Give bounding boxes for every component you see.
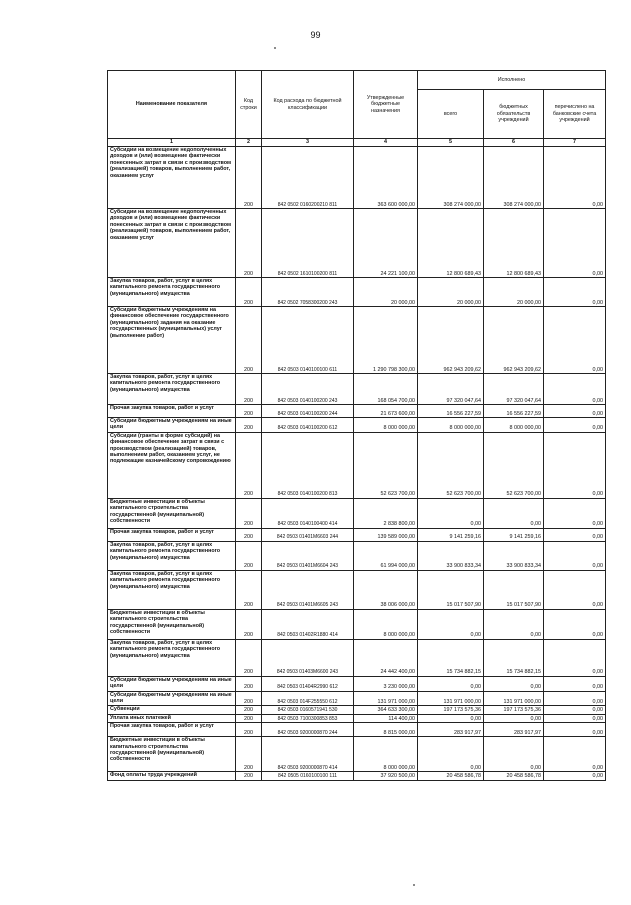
page-number: 99 — [310, 30, 321, 40]
row-executed-total: 9 141 259,16 — [418, 528, 484, 541]
table-row — [108, 405, 606, 418]
row-transferred-amount: 0,00 — [544, 676, 606, 691]
row-transferred-amount: 0,00 — [544, 609, 606, 639]
row-transferred-amount: 0,00 — [544, 772, 606, 780]
row-executed-obligations: 131 971 000,00 — [484, 691, 544, 706]
row-executed-obligations: 0,00 — [484, 737, 544, 772]
header-approved: Утвержденные бюджетные назначения — [354, 71, 418, 139]
row-line-code: 200 — [236, 374, 262, 405]
row-transferred-amount: 0,00 — [544, 374, 606, 405]
row-expense-code: 842 0503 01401M6603 244 — [262, 528, 354, 541]
header-transferred: перечислено на банковские счета учреждений — [544, 90, 606, 139]
row-transferred-amount: 0,00 — [544, 639, 606, 676]
row-name: Бюджетные инвестиции в объекты капитального строительства государственной (муниципальной) собственности — [108, 498, 236, 528]
row-name: Закупка товаров, работ, услуг в целях капитального ремонта государственного (муниципального) имущества — [108, 374, 236, 405]
row-executed-total: 33 900 833,34 — [418, 541, 484, 570]
row-name: Субвенции — [108, 706, 236, 714]
row-line-code: 200 — [236, 418, 262, 433]
row-transferred-amount: 0,00 — [544, 528, 606, 541]
row-name: Субсидии бюджетным учреждениям на иные цели — [108, 676, 236, 691]
row-expense-code: 842 0503 0140100200 243 — [262, 374, 354, 405]
row-approved-amount: 8 000 000,00 — [354, 609, 418, 639]
row-name: Субсидии бюджетным учреждениям на финансовое обеспечение государственного (муниципального) задания на оказание государственных (муниципальных) услуг (выполнение работ) — [108, 307, 236, 374]
table-row — [108, 609, 606, 639]
row-approved-amount: 3 230 000,00 — [354, 676, 418, 691]
row-approved-amount: 2 838 800,00 — [354, 498, 418, 528]
row-line-code: 200 — [236, 209, 262, 278]
row-transferred-amount: 0,00 — [544, 278, 606, 307]
table-row — [108, 691, 606, 706]
row-executed-total: 0,00 — [418, 737, 484, 772]
row-expense-code: 842 0502 7058300200 243 — [262, 278, 354, 307]
row-name: Субсидии (гранты в форме субсидий) на финансовое обеспечение затрат в связи с производством (реализацией) товаров, выполнением работ, оказанием услуг, не подлежащие казначейскому сопровождению — [108, 432, 236, 498]
row-expense-code: 842 0503 7100300853 853 — [262, 714, 354, 722]
row-expense-code: 842 0503 01402R1880 414 — [262, 609, 354, 639]
row-approved-amount: 1 290 798 300,00 — [354, 307, 418, 374]
row-expense-code: 842 0503 0140100200 612 — [262, 418, 354, 433]
row-approved-amount: 38 006 000,00 — [354, 570, 418, 609]
row-executed-obligations: 308 274 000,00 — [484, 147, 544, 209]
row-line-code: 200 — [236, 498, 262, 528]
row-approved-amount: 363 600 000,00 — [354, 147, 418, 209]
row-approved-amount: 52 623 700,00 — [354, 432, 418, 498]
column-number-row — [108, 139, 606, 147]
row-executed-total: 97 320 047,64 — [418, 374, 484, 405]
row-executed-total: 15 017 507,90 — [418, 570, 484, 609]
column-number: 1 — [108, 139, 236, 147]
row-transferred-amount: 0,00 — [544, 498, 606, 528]
table-row — [108, 278, 606, 307]
row-line-code: 200 — [236, 528, 262, 541]
table-row — [108, 418, 606, 433]
row-executed-total: 962 943 209,62 — [418, 307, 484, 374]
table-row — [108, 432, 606, 498]
table-row — [108, 570, 606, 609]
row-expense-code: 842 0503 0140100200 813 — [262, 432, 354, 498]
row-executed-total: 20 000,00 — [418, 278, 484, 307]
row-expense-code: 842 0503 0160571941 530 — [262, 706, 354, 714]
column-number: 2 — [236, 139, 262, 147]
row-executed-obligations: 97 320 047,64 — [484, 374, 544, 405]
column-number: 5 — [418, 139, 484, 147]
row-approved-amount: 37 920 500,00 — [354, 772, 418, 780]
row-expense-code: 842 0503 0140100100 611 — [262, 307, 354, 374]
table-row — [108, 723, 606, 737]
row-line-code: 200 — [236, 570, 262, 609]
row-expense-code: 842 0503 9200000870 244 — [262, 723, 354, 737]
row-executed-total: 197 173 575,36 — [418, 706, 484, 714]
row-executed-total: 20 458 586,78 — [418, 772, 484, 780]
row-approved-amount: 168 054 700,00 — [354, 374, 418, 405]
row-executed-obligations: 0,00 — [484, 714, 544, 722]
row-name: Прочая закупка товаров, работ и услуг — [108, 405, 236, 418]
table-body — [108, 147, 606, 781]
row-line-code: 200 — [236, 307, 262, 374]
row-transferred-amount: 0,00 — [544, 418, 606, 433]
row-line-code: 200 — [236, 432, 262, 498]
table-row — [108, 541, 606, 570]
row-executed-obligations: 12 800 689,43 — [484, 209, 544, 278]
column-number: 3 — [262, 139, 354, 147]
row-transferred-amount: 0,00 — [544, 307, 606, 374]
row-executed-total: 52 623 700,00 — [418, 432, 484, 498]
row-transferred-amount: 0,00 — [544, 147, 606, 209]
row-transferred-amount: 0,00 — [544, 541, 606, 570]
row-line-code: 200 — [236, 405, 262, 418]
table-row — [108, 639, 606, 676]
row-transferred-amount: 0,00 — [544, 405, 606, 418]
row-executed-total: 308 274 000,00 — [418, 147, 484, 209]
row-executed-obligations: 16 556 227,59 — [484, 405, 544, 418]
row-approved-amount: 139 589 000,00 — [354, 528, 418, 541]
row-executed-total: 0,00 — [418, 609, 484, 639]
row-approved-amount: 8 000 000,00 — [354, 737, 418, 772]
row-executed-obligations: 0,00 — [484, 498, 544, 528]
row-name: Прочая закупка товаров, работ и услуг — [108, 723, 236, 737]
row-line-code: 200 — [236, 706, 262, 714]
row-executed-total: 0,00 — [418, 676, 484, 691]
row-line-code: 200 — [236, 639, 262, 676]
row-approved-amount: 20 000,00 — [354, 278, 418, 307]
row-name: Бюджетные инвестиции в объекты капитального строительства государственной (муниципальной) собственности — [108, 609, 236, 639]
row-name: Закупка товаров, работ, услуг в целях капитального ремонта государственного (муниципального) имущества — [108, 278, 236, 307]
table-row — [108, 498, 606, 528]
row-expense-code: 842 0503 01404R2990 612 — [262, 676, 354, 691]
row-line-code: 200 — [236, 723, 262, 737]
row-executed-obligations: 0,00 — [484, 609, 544, 639]
row-line-code: 200 — [236, 541, 262, 570]
row-executed-obligations: 9 141 259,16 — [484, 528, 544, 541]
row-expense-code: 842 0503 0140100400 414 — [262, 498, 354, 528]
row-approved-amount: 364 633 300,00 — [354, 706, 418, 714]
row-executed-total: 15 734 882,15 — [418, 639, 484, 676]
row-executed-obligations: 283 917,97 — [484, 723, 544, 737]
budget-execution-table — [107, 70, 606, 781]
row-executed-obligations: 8 000 000,00 — [484, 418, 544, 433]
row-transferred-amount: 0,00 — [544, 691, 606, 706]
row-expense-code: 842 0503 01401M6605 243 — [262, 570, 354, 609]
row-line-code: 200 — [236, 609, 262, 639]
row-executed-obligations: 33 900 833,34 — [484, 541, 544, 570]
row-name: Закупка товаров, работ, услуг в целях капитального ремонта государственного (муниципального) имущества — [108, 541, 236, 570]
table-row — [108, 737, 606, 772]
column-number: 7 — [544, 139, 606, 147]
row-name: Бюджетные инвестиции в объекты капитального строительства государственной (муниципальной) собственности — [108, 737, 236, 772]
row-executed-obligations: 197 173 575,36 — [484, 706, 544, 714]
row-transferred-amount: 0,00 — [544, 723, 606, 737]
table-row — [108, 147, 606, 209]
row-name: Закупка товаров, работ, услуг в целях капитального ремонта государственного (муниципального) имущества — [108, 639, 236, 676]
row-executed-obligations: 20 000,00 — [484, 278, 544, 307]
row-name: Субсидии на возмещение недополученных доходов и (или) возмещение фактически понесенных затрат в связи с производством (реализацией) товаров, выполнением работ, оказанием услуг — [108, 209, 236, 278]
row-approved-amount: 131 971 000,00 — [354, 691, 418, 706]
row-expense-code: 842 0502 0160200210 811 — [262, 147, 354, 209]
row-line-code: 200 — [236, 714, 262, 722]
row-line-code: 200 — [236, 772, 262, 780]
table-row — [108, 676, 606, 691]
row-approved-amount: 61 994 000,00 — [354, 541, 418, 570]
row-executed-total: 0,00 — [418, 498, 484, 528]
header-budget-obligations: бюджетных обязательств учреждений — [484, 90, 544, 139]
header-total: всего — [418, 90, 484, 139]
row-executed-total: 0,00 — [418, 714, 484, 722]
row-name: Уплата иных платежей — [108, 714, 236, 722]
row-expense-code: 842 0503 01403M6600 243 — [262, 639, 354, 676]
row-executed-total: 12 800 689,43 — [418, 209, 484, 278]
row-name: Прочая закупка товаров, работ и услуг — [108, 528, 236, 541]
row-transferred-amount: 0,00 — [544, 706, 606, 714]
row-line-code: 200 — [236, 676, 262, 691]
table-row — [108, 772, 606, 780]
row-name: Субсидии бюджетным учреждениям на иные цели — [108, 691, 236, 706]
row-line-code: 200 — [236, 737, 262, 772]
row-expense-code: 842 0503 014F255550 612 — [262, 691, 354, 706]
row-executed-obligations: 52 623 700,00 — [484, 432, 544, 498]
row-approved-amount: 21 673 600,00 — [354, 405, 418, 418]
header-expense-code: Код расхода по бюджетной классификации — [262, 71, 354, 139]
header-line-code: Код строки — [236, 71, 262, 139]
header-name: Наименование показателя — [108, 71, 236, 139]
row-expense-code: 842 0503 01401M6604 243 — [262, 541, 354, 570]
scan-speck — [274, 47, 276, 49]
table-row — [108, 714, 606, 722]
row-executed-total: 8 000 000,00 — [418, 418, 484, 433]
row-executed-obligations: 0,00 — [484, 676, 544, 691]
row-executed-total: 16 556 227,59 — [418, 405, 484, 418]
row-transferred-amount: 0,00 — [544, 570, 606, 609]
row-executed-total: 283 917,97 — [418, 723, 484, 737]
column-number: 6 — [484, 139, 544, 147]
row-transferred-amount: 0,00 — [544, 209, 606, 278]
row-approved-amount: 8 815 000,00 — [354, 723, 418, 737]
row-executed-obligations: 15 017 507,90 — [484, 570, 544, 609]
row-line-code: 200 — [236, 278, 262, 307]
scan-speck — [413, 884, 415, 886]
row-expense-code: 842 0502 1610100200 811 — [262, 209, 354, 278]
table-row — [108, 374, 606, 405]
row-name: Фонд оплаты труда учреждений — [108, 772, 236, 780]
row-line-code: 200 — [236, 691, 262, 706]
row-expense-code: 842 0503 0140100200 244 — [262, 405, 354, 418]
row-expense-code: 842 0503 9200000870 414 — [262, 737, 354, 772]
row-approved-amount: 8 000 000,00 — [354, 418, 418, 433]
row-transferred-amount: 0,00 — [544, 737, 606, 772]
table-row — [108, 307, 606, 374]
table-row — [108, 528, 606, 541]
row-line-code: 200 — [236, 147, 262, 209]
row-approved-amount: 24 221 100,00 — [354, 209, 418, 278]
row-name: Субсидии на возмещение недополученных доходов и (или) возмещение фактически понесенных затрат в связи с производством (реализацией) товаров, выполнением работ, оказанием услуг — [108, 147, 236, 209]
table-row — [108, 706, 606, 714]
header-executed: Исполнено — [418, 71, 606, 90]
row-executed-obligations: 20 458 586,78 — [484, 772, 544, 780]
row-transferred-amount: 0,00 — [544, 432, 606, 498]
table-row — [108, 209, 606, 278]
row-executed-total: 131 971 000,00 — [418, 691, 484, 706]
row-approved-amount: 24 442 400,00 — [354, 639, 418, 676]
column-number: 4 — [354, 139, 418, 147]
row-transferred-amount: 0,00 — [544, 714, 606, 722]
row-name: Закупка товаров, работ, услуг в целях капитального ремонта государственного (муниципального) имущества — [108, 570, 236, 609]
row-approved-amount: 114 400,00 — [354, 714, 418, 722]
row-name: Субсидии бюджетным учреждениям на иные цели — [108, 418, 236, 433]
row-executed-obligations: 962 943 209,62 — [484, 307, 544, 374]
row-executed-obligations: 15 734 882,15 — [484, 639, 544, 676]
row-expense-code: 842 0505 0160100100 111 — [262, 772, 354, 780]
